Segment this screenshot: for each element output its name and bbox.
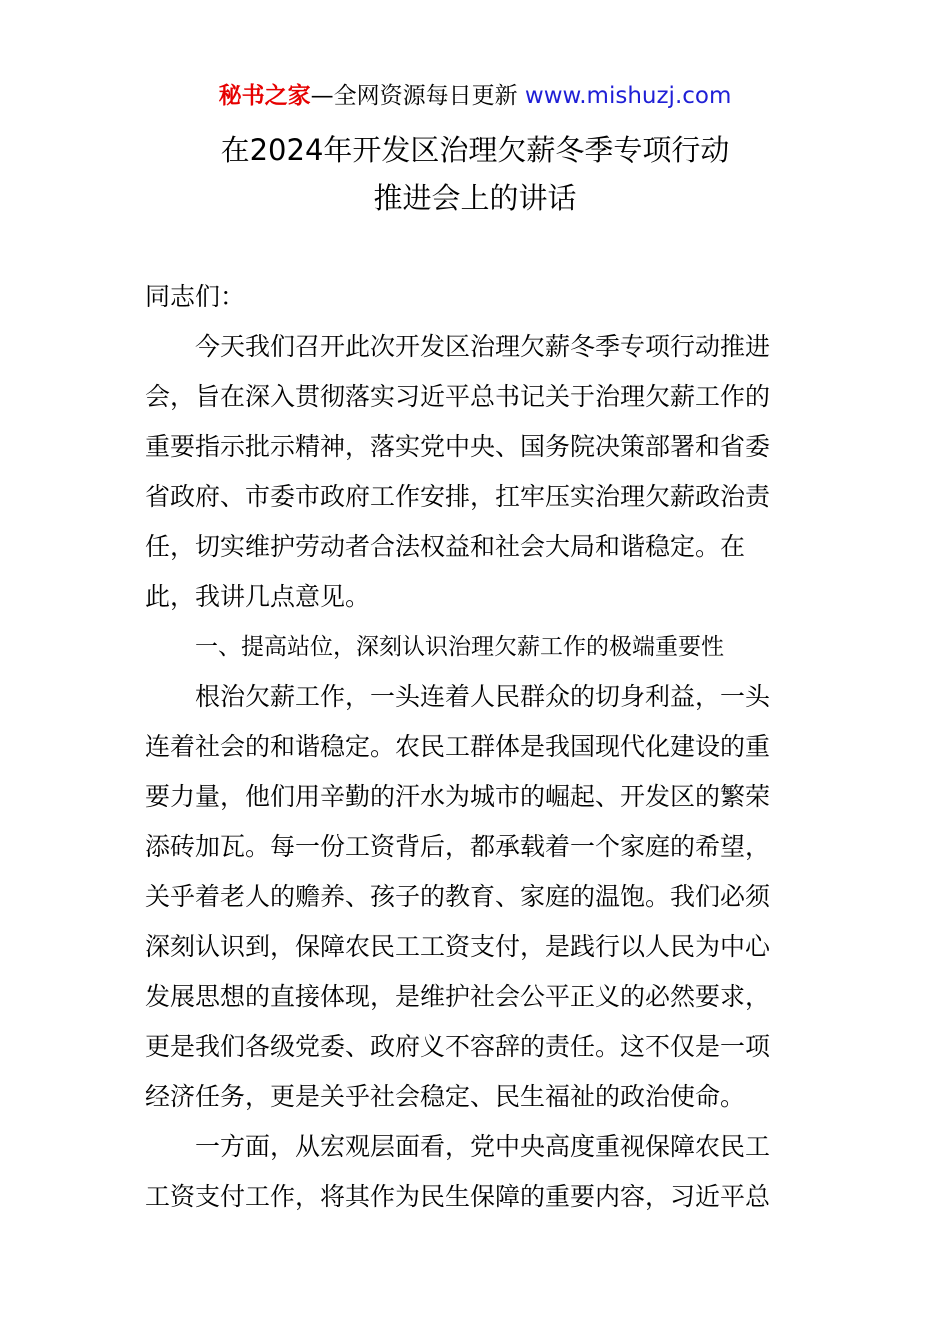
body-line: 连着社会的和谐稳定。农民工群体是我国现代化建设的重 bbox=[145, 732, 771, 761]
body-line: 任，切实维护劳动者合法权益和社会大局和谐稳定。在 bbox=[145, 532, 746, 561]
body-line: 添砖加瓦。每一份工资背后，都承载着一个家庭的希望， bbox=[145, 832, 771, 861]
body-line: 关乎着老人的赡养、孩子的教育、家庭的温饱。我们必须 bbox=[145, 882, 771, 911]
body-line: 今天我们召开此次开发区治理欠薪冬季专项行动推进 bbox=[195, 332, 771, 361]
body-line: 发展思想的直接体现，是维护社会公平正义的必然要求， bbox=[145, 982, 771, 1011]
body-line: 省政府、市委市政府工作安排，扛牢压实治理欠薪政治责 bbox=[145, 482, 771, 511]
section-heading: 一、提高站位，深刻认识治理欠薪工作的极端重要性 bbox=[195, 634, 724, 660]
site-banner bbox=[0, 80, 950, 112]
site-url[interactable]: www.mishuzj.com bbox=[524, 83, 732, 109]
body-line: 要力量，他们用辛勤的汗水为城市的崛起、开发区的繁荣 bbox=[145, 782, 771, 811]
body-line: 一方面，从宏观层面看，党中央高度重视保障农民工 bbox=[195, 1132, 771, 1161]
body-line: 此，我讲几点意见。 bbox=[145, 582, 371, 611]
body-line: 根治欠薪工作，一头连着人民群众的切身利益，一头 bbox=[195, 682, 771, 711]
body-line: 更是我们各级党委、政府义不容辞的责任。这不仅是一项 bbox=[145, 1032, 771, 1061]
document-title-line-1: 在2024年开发区治理欠薪冬季专项行动 bbox=[220, 133, 730, 167]
body-line: 会，旨在深入贯彻落实习近平总书记关于治理欠薪工作的 bbox=[145, 382, 771, 411]
body-line: 重要指示批示精神，落实党中央、国务院决策部署和省委 bbox=[145, 432, 771, 461]
brand-name: 秘书之家 bbox=[218, 83, 311, 109]
salutation: 同志们： bbox=[145, 282, 246, 311]
body-line: 经济任务，更是关乎社会稳定、民生福祉的政治使命。 bbox=[145, 1082, 746, 1111]
body-line: 深刻认识到，保障农民工工资支付，是践行以人民为中心 bbox=[145, 932, 771, 961]
document-title-line-2: 推进会上的讲话 bbox=[373, 181, 577, 215]
banner-tagline: —全网资源每日更新 bbox=[310, 83, 525, 109]
body-line: 工资支付工作，将其作为民生保障的重要内容，习近平总 bbox=[145, 1182, 771, 1211]
